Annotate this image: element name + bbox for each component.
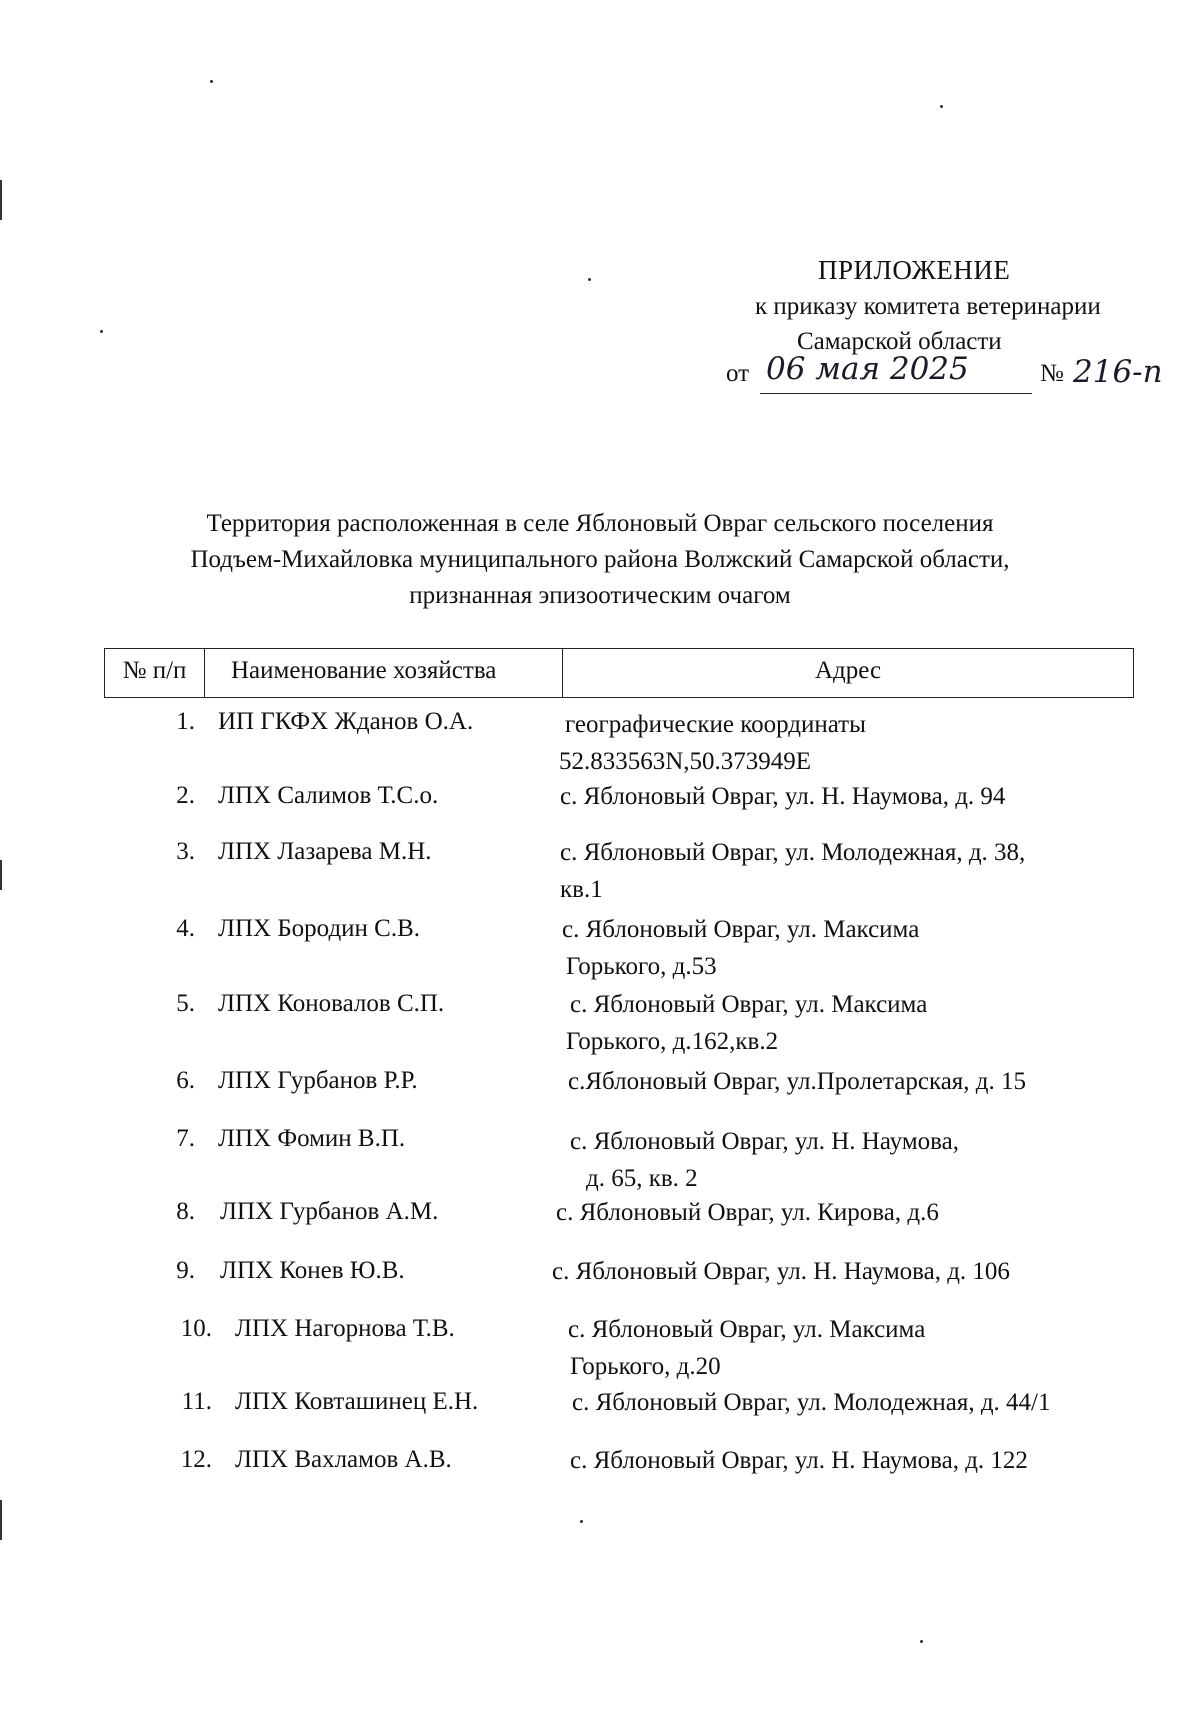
row-address (560, 834, 1120, 908)
row-number: 1. (176, 708, 195, 735)
address-line-1: с. Яблоновый Овраг, ул. Максима (562, 916, 920, 943)
address-line-2: кв.1 (560, 876, 603, 903)
row-address (566, 986, 1130, 1060)
row-number: 11. (181, 1388, 212, 1415)
address-line-1: с. Яблоновый Овраг, ул. Максима (570, 991, 928, 1018)
address-line-2: 52.833563N,50.373949E (559, 748, 812, 775)
row-number: 8. (176, 1198, 195, 1225)
address-line-2: Горького, д.20 (570, 1353, 721, 1380)
row-number: 12. (180, 1446, 212, 1473)
scan-speck (580, 1520, 583, 1523)
address-line-1: с. Яблоновый Овраг, ул. Кирова, д.6 (556, 1199, 939, 1226)
row-farm-name: ЛПХ Коновалов С.П. (218, 990, 445, 1017)
address-line-1: с. Яблоновый Овраг, ул. Н. Наумова, д. 106 (552, 1258, 1010, 1285)
row-number: 7. (176, 1125, 195, 1152)
row-farm-name: ЛПХ Гурбанов Р.Р. (218, 1067, 418, 1094)
row-farm-name: ЛПХ Фомин В.П. (218, 1125, 406, 1152)
row-address (568, 1063, 1128, 1100)
row-number: 4. (176, 915, 195, 942)
row-address (568, 1311, 1128, 1385)
row-address (560, 778, 1120, 815)
row-address (559, 706, 1125, 780)
row-address (570, 1442, 1130, 1479)
row-number: 5. (176, 990, 195, 1017)
document-title (100, 506, 1100, 614)
scan-speck (210, 80, 213, 83)
table-header (104, 648, 1134, 698)
row-farm-name: ЛПХ Ковташинец Е.Н. (235, 1388, 479, 1415)
row-address (556, 1194, 1116, 1231)
address-line-1: с. Яблоновый Овраг, ул. Н. Наумова, (570, 1128, 959, 1155)
address-line-1: с. Яблоновый Овраг, ул. Молодежная, д. 38, (560, 839, 1026, 866)
row-farm-name: ЛПХ Бородин С.В. (218, 915, 421, 942)
address-line-2: Горького, д.162,кв.2 (566, 1028, 779, 1055)
appendix-title: ПРИЛОЖЕНИЕ (818, 255, 1011, 285)
from-label: от (726, 360, 750, 387)
appendix-line-1: к приказу комитета ветеринарии (755, 293, 1101, 320)
scan-edge-mark (0, 180, 2, 220)
title-line-2: Подъем-Михайловка муниципального района Волжский Самарской области, (190, 546, 1010, 573)
row-farm-name: ЛПХ Вахламов А.В. (235, 1446, 452, 1473)
scan-edge-mark (0, 860, 2, 890)
scan-speck (920, 1640, 923, 1643)
row-address (572, 1384, 1132, 1421)
handwritten-date: 06 мая 2025 (766, 351, 969, 387)
row-farm-name: ИП ГКФХ Жданов О.А. (218, 708, 474, 735)
scan-speck (588, 278, 591, 281)
row-number: 2. (176, 782, 195, 809)
row-number: 9. (176, 1257, 195, 1284)
row-farm-name: ЛПХ Нагорнова Т.В. (235, 1315, 455, 1342)
row-number: 3. (176, 838, 195, 865)
handwritten-order-number: 216-п (1073, 354, 1163, 390)
address-line-1: с.Яблоновый Овраг, ул.Пролетарская, д. 15 (568, 1068, 1027, 1095)
header-address: Адрес (562, 648, 1134, 698)
title-line-3: признанная эпизоотическим очагом (409, 582, 791, 609)
row-number: 10. (180, 1315, 212, 1342)
address-line-1: с. Яблоновый Овраг, ул. Максима (568, 1316, 926, 1343)
order-number-label: № (1040, 360, 1064, 387)
row-farm-name: ЛПХ Конев Ю.В. (220, 1257, 405, 1284)
row-address (562, 911, 1122, 985)
order-from-label (726, 360, 749, 388)
address-line-1: с. Яблоновый Овраг, ул. Н. Наумова, д. 122 (570, 1447, 1028, 1474)
row-number: 6. (176, 1067, 195, 1094)
row-farm-name: ЛПХ Лазарева М.Н. (218, 838, 432, 865)
appendix-line-2: Самарской области (797, 328, 1002, 355)
address-line-2: Горького, д.53 (566, 953, 717, 980)
row-farm-name: ЛПХ Гурбанов А.М. (220, 1198, 439, 1225)
address-line-2: д. 65, кв. 2 (586, 1165, 698, 1192)
row-address (570, 1123, 1130, 1197)
scan-edge-mark (0, 1500, 2, 1540)
scan-speck (100, 330, 103, 333)
order-date-field (760, 353, 1032, 394)
address-line-1: с. Яблоновый Овраг, ул. Молодежная, д. 44/1 (572, 1389, 1051, 1416)
header-number: № п/п (104, 648, 204, 698)
address-line-1: с. Яблоновый Овраг, ул. Н. Наумова, д. 94 (560, 783, 1006, 810)
row-address (552, 1253, 1112, 1290)
header-farm-name: Наименование хозяйства (204, 648, 562, 698)
row-farm-name: ЛПХ Салимов Т.С.о. (218, 782, 439, 809)
scan-speck (940, 105, 943, 108)
title-line-1: Территория расположенная в селе Яблоновый Овраг сельского поселения (206, 510, 994, 537)
address-line-1: географические координаты (565, 711, 866, 738)
